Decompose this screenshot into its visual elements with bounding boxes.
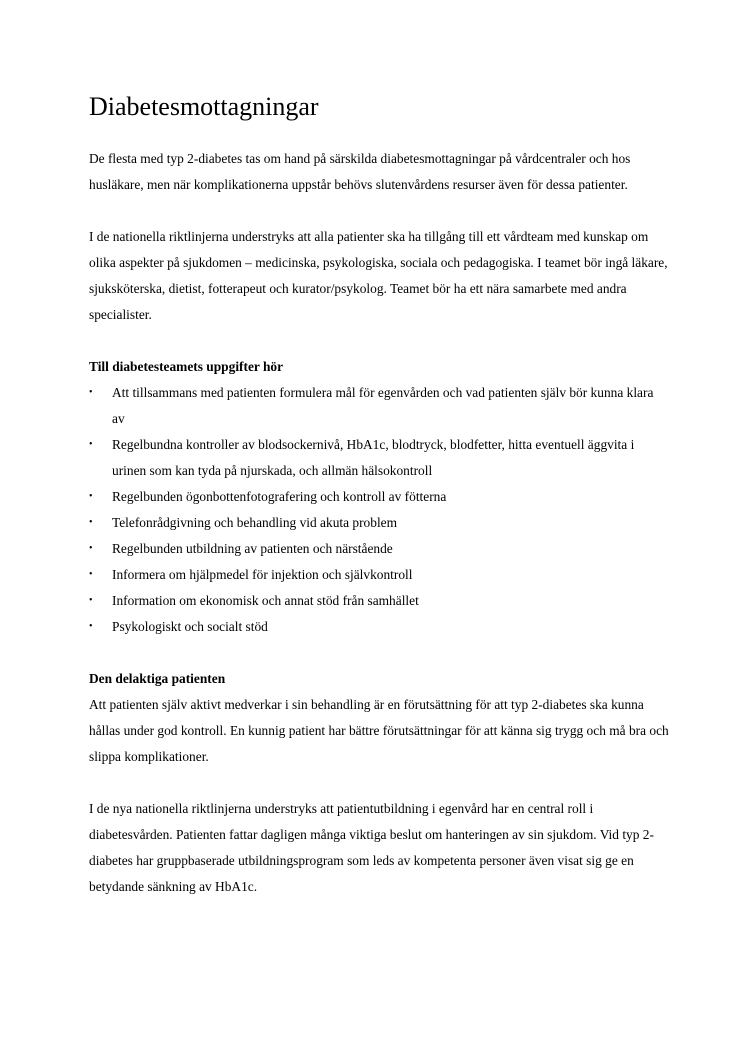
tasks-list [89, 380, 669, 640]
bullet-icon: • [89, 439, 93, 450]
paragraph-gap [89, 198, 669, 224]
patient-paragraph-2: I de nya nationella riktlinjerna understryks att patientutbildning i egenvård har en central roll i diabetesvården. Patienten fattar dagligen många viktiga beslut om hanteringen av sin sjukdom. Vid typ 2-diabetes har gruppbaserade utbildningsprogram som leds av kompetenta personer även visat sig ge en betydande sänkning av HbA1c. [89, 801, 654, 894]
list-item-text: Regelbunden ögonbottenfotografering och kontroll av fötterna [112, 489, 447, 504]
list-item-text: Information om ekonomisk och annat stöd från samhället [112, 593, 419, 608]
bullet-icon: • [89, 387, 93, 398]
bullet-icon: • [89, 491, 93, 502]
list-item-text: Regelbunden utbildning av patienten och närstående [112, 541, 393, 556]
bullet-icon: • [89, 621, 93, 632]
paragraph-gap [89, 328, 669, 354]
paragraph-gap [89, 770, 669, 796]
patient-paragraph-1: Att patienten själv aktivt medverkar i sin behandling är en förutsättning för att typ 2-diabetes ska kunna hållas under god kontroll. En kunnig patient har bättre förutsättningar för att känna sig trygg och må bra och slippa komplikationer. [89, 697, 669, 764]
bullet-icon: • [89, 569, 93, 580]
list-item-text: Psykologiskt och socialt stöd [112, 619, 268, 634]
list-item [89, 380, 669, 432]
list-item [89, 432, 669, 484]
list-item-text: Telefonrådgivning och behandling vid akuta problem [112, 515, 398, 530]
list-item [89, 484, 669, 510]
intro-paragraph-2: I de nationella riktlinjerna understryks att alla patienter ska ha tillgång till ett vårdteam med kunskap om olika aspekter på sjukdomen – medicinska, psykologiska, sociala och pedagogiska. I teamet bör ingå läkare, sjuksköterska, dietist, fotterapeut och kurator/psykolog. Teamet bör ha ett nära samarbete med andra specialister. [89, 229, 668, 322]
list-item [89, 614, 669, 640]
list-item-text: Regelbundna kontroller av blodsockernivå, HbA1c, blodtryck, blodfetter, hitta eventuell äggvita i urinen som kan tyda på njurskada, och allmän hälsokontroll [112, 437, 635, 478]
intro-paragraph-1: De flesta med typ 2-diabetes tas om hand på särskilda diabetesmottagningar på vårdcentraler och hos husläkare, men när komplikationerna uppstår behövs slutenvårdens resurser även för dessa patienter. [89, 151, 631, 192]
list-item [89, 588, 669, 614]
document-page [89, 92, 669, 900]
bullet-icon: • [89, 543, 93, 554]
page-title: Diabetesmottagningar [89, 92, 319, 121]
list-item-text: Informera om hjälpmedel för injektion och självkontroll [112, 567, 413, 582]
tasks-heading: Till diabetesteamets uppgifter hör [89, 359, 284, 374]
list-item [89, 536, 669, 562]
list-item [89, 562, 669, 588]
patient-heading: Den delaktiga patienten [89, 671, 226, 686]
list-item [89, 510, 669, 536]
paragraph-gap [89, 640, 669, 666]
bullet-icon: • [89, 517, 93, 528]
bullet-icon: • [89, 595, 93, 606]
list-item-text: Att tillsammans med patienten formulera mål för egenvården och vad patienten själv bör kunna klara av [112, 385, 654, 426]
